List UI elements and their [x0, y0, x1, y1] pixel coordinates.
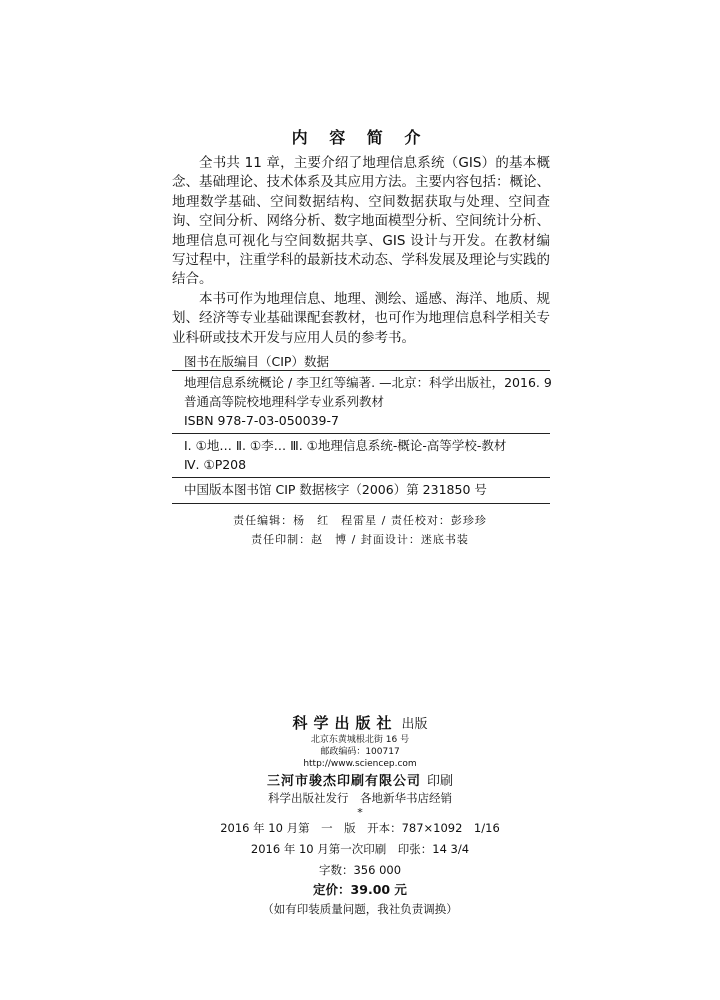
cip-verification-line: 中国版本图书馆 CIP 数据核字（2006）第 231850 号: [184, 482, 487, 497]
cip-classification: [184, 436, 554, 474]
summary-paragraph: 本书可作为地理信息、地理、测绘、遥感、海洋、地质、规划、经济等专业基础课配套教材，也可作为地理信息科学相关专业科研或技术开发与应用人员的参考书。: [172, 290, 550, 346]
cip-rule-lower: [172, 477, 550, 478]
price: 定价：39.00 元: [313, 882, 407, 897]
cip-classification-line: Ⅳ. ①P208: [184, 457, 247, 472]
quality-notice: （如有印装质量问题，我社负责调换）: [262, 902, 458, 916]
cip-record: [184, 373, 554, 430]
publisher-postcode: 邮政编码：100717: [320, 747, 400, 757]
publisher-name: 科学出版社: [292, 714, 398, 732]
word-count: 字数：356 000: [318, 863, 402, 877]
publisher-address: 北京东黄城根北街 16 号: [310, 735, 410, 745]
summary-heading: 内 容 简 介: [291, 128, 429, 147]
cip-rule-bottom: [172, 503, 550, 504]
edition-info: 2016 年 10 月第 一 版 开本：787×1092 1/16: [220, 821, 500, 835]
cip-record-line: 地理信息系统概论 / 李卫红等编著. —北京：科学出版社，2016. 9: [184, 375, 552, 390]
printer-suffix: 印刷: [427, 774, 454, 789]
publisher: [0, 712, 720, 733]
cip-record-line: 普通高等院校地理科学专业系列教材: [184, 394, 385, 409]
credits-line: 责任印制：赵 博 / 封面设计：迷底书装: [251, 533, 469, 546]
publisher-website[interactable]: http://www.sciencep.com: [303, 759, 417, 769]
separator-star: *: [357, 806, 363, 819]
credits-line: 责任编辑：杨 红 程雷星 / 责任校对：彭珍珍: [233, 514, 487, 527]
printer: [0, 770, 720, 789]
cip-title: 图书在版编目（CIP）数据: [184, 354, 329, 369]
printer-name: 三河市骏杰印刷有限公司: [266, 774, 421, 789]
impression-info: 2016 年 10 月第一次印刷 印张：14 3/4: [250, 842, 470, 856]
cip-rule-middle: [172, 433, 550, 434]
cip-record-line: ISBN 978-7-03-050039-7: [184, 413, 339, 428]
publisher-suffix: 出版: [401, 717, 428, 732]
distribution: 科学出版社发行 各地新华书店经销: [268, 791, 452, 805]
cip-classification-line: Ⅰ. ①地… Ⅱ. ①李… Ⅲ. ①地理信息系统-概论-高等学校-教材: [184, 438, 507, 453]
cip-rule-top: [172, 370, 550, 371]
cip-verification: [184, 480, 554, 499]
summary-body: [172, 154, 550, 348]
summary-paragraph: 全书共 11 章，主要介绍了地理信息系统（GIS）的基本概念、基础理论、技术体系及其应用方法。主要内容包括：概论、地理数学基础、空间数据结构、空间数据获取与处理、空间查询、空间分析、网络分析、数字地面模型分析、空间统计分析、地理信息可视化与空间数据共享、GIS 设计与开发。在教材编写过程中，注重学科的最新技术动态、学科发展及理论与实践的结合。: [172, 155, 550, 288]
